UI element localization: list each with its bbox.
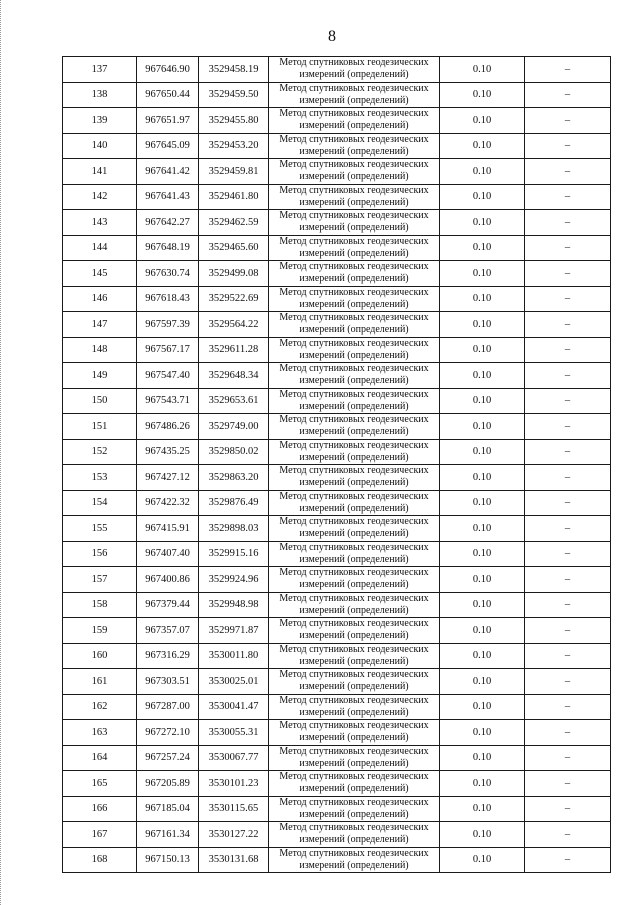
point-number-cell: 149	[63, 363, 137, 389]
x-coordinate-cell: 967547.40	[137, 363, 199, 389]
x-coordinate-cell: 967400.86	[137, 567, 199, 593]
method-cell: Метод спутниковых геодезических измерений (определений)	[269, 210, 440, 236]
accuracy-cell: 0.10	[440, 82, 525, 108]
point-number-cell: 140	[63, 133, 137, 159]
description-cell: –	[525, 541, 611, 567]
table-row	[63, 312, 611, 338]
description-cell: –	[525, 312, 611, 338]
table-row	[63, 720, 611, 746]
method-cell: Метод спутниковых геодезических измерений (определений)	[269, 490, 440, 516]
method-cell: Метод спутниковых геодезических измерений (определений)	[269, 133, 440, 159]
x-coordinate-cell: 967597.39	[137, 312, 199, 338]
description-cell: –	[525, 108, 611, 134]
table-row	[63, 388, 611, 414]
table-row	[63, 465, 611, 491]
table-row	[63, 184, 611, 210]
x-coordinate-cell: 967185.04	[137, 796, 199, 822]
point-number-cell: 146	[63, 286, 137, 312]
x-coordinate-cell: 967618.43	[137, 286, 199, 312]
x-coordinate-cell: 967357.07	[137, 618, 199, 644]
point-number-cell: 158	[63, 592, 137, 618]
y-coordinate-cell: 3529465.60	[199, 235, 269, 261]
accuracy-cell: 0.10	[440, 516, 525, 542]
accuracy-cell: 0.10	[440, 133, 525, 159]
point-number-cell: 138	[63, 82, 137, 108]
x-coordinate-cell: 967646.90	[137, 57, 199, 83]
description-cell: –	[525, 643, 611, 669]
y-coordinate-cell: 3530011.80	[199, 643, 269, 669]
accuracy-cell: 0.10	[440, 363, 525, 389]
y-coordinate-cell: 3529749.00	[199, 414, 269, 440]
method-cell: Метод спутниковых геодезических измерений (определений)	[269, 618, 440, 644]
y-coordinate-cell: 3529453.20	[199, 133, 269, 159]
method-cell: Метод спутниковых геодезических измерений (определений)	[269, 261, 440, 287]
description-cell: –	[525, 286, 611, 312]
description-cell: –	[525, 618, 611, 644]
point-number-cell: 168	[63, 847, 137, 873]
accuracy-cell: 0.10	[440, 490, 525, 516]
y-coordinate-cell: 3529948.98	[199, 592, 269, 618]
accuracy-cell: 0.10	[440, 439, 525, 465]
point-number-cell: 164	[63, 745, 137, 771]
method-cell: Метод спутниковых геодезических измерений (определений)	[269, 439, 440, 465]
table-row	[63, 618, 611, 644]
accuracy-cell: 0.10	[440, 210, 525, 236]
description-cell: –	[525, 822, 611, 848]
y-coordinate-cell: 3529455.80	[199, 108, 269, 134]
page-number: 8	[328, 28, 336, 45]
point-number-cell: 167	[63, 822, 137, 848]
description-cell: –	[525, 261, 611, 287]
y-coordinate-cell: 3529458.19	[199, 57, 269, 83]
description-cell: –	[525, 133, 611, 159]
point-number-cell: 166	[63, 796, 137, 822]
y-coordinate-cell: 3529915.16	[199, 541, 269, 567]
x-coordinate-cell: 967257.24	[137, 745, 199, 771]
point-number-cell: 141	[63, 159, 137, 185]
description-cell: –	[525, 720, 611, 746]
point-number-cell: 151	[63, 414, 137, 440]
accuracy-cell: 0.10	[440, 847, 525, 873]
x-coordinate-cell: 967651.97	[137, 108, 199, 134]
accuracy-cell: 0.10	[440, 235, 525, 261]
description-cell: –	[525, 592, 611, 618]
point-number-cell: 165	[63, 771, 137, 797]
method-cell: Метод спутниковых геодезических измерений (определений)	[269, 796, 440, 822]
y-coordinate-cell: 3529653.61	[199, 388, 269, 414]
method-cell: Метод спутниковых геодезических измерений (определений)	[269, 312, 440, 338]
y-coordinate-cell: 3530067.77	[199, 745, 269, 771]
y-coordinate-cell: 3530115.65	[199, 796, 269, 822]
description-cell: –	[525, 57, 611, 83]
point-number-cell: 145	[63, 261, 137, 287]
method-cell: Метод спутниковых геодезических измерений (определений)	[269, 388, 440, 414]
y-coordinate-cell: 3530041.47	[199, 694, 269, 720]
method-cell: Метод спутниковых геодезических измерений (определений)	[269, 592, 440, 618]
description-cell: –	[525, 669, 611, 695]
method-cell: Метод спутниковых геодезических измерений (определений)	[269, 541, 440, 567]
y-coordinate-cell: 3529611.28	[199, 337, 269, 363]
point-number-cell: 155	[63, 516, 137, 542]
description-cell: –	[525, 184, 611, 210]
x-coordinate-cell: 967645.09	[137, 133, 199, 159]
method-cell: Метод спутниковых геодезических измерений (определений)	[269, 363, 440, 389]
y-coordinate-cell: 3529564.22	[199, 312, 269, 338]
x-coordinate-cell: 967161.34	[137, 822, 199, 848]
accuracy-cell: 0.10	[440, 184, 525, 210]
description-cell: –	[525, 439, 611, 465]
method-cell: Метод спутниковых геодезических измерений (определений)	[269, 694, 440, 720]
table-row	[63, 57, 611, 83]
point-number-cell: 142	[63, 184, 137, 210]
x-coordinate-cell: 967630.74	[137, 261, 199, 287]
table-row	[63, 643, 611, 669]
table-row	[63, 159, 611, 185]
y-coordinate-cell: 3529462.59	[199, 210, 269, 236]
table-row	[63, 235, 611, 261]
x-coordinate-cell: 967303.51	[137, 669, 199, 695]
table-row	[63, 337, 611, 363]
point-number-cell: 157	[63, 567, 137, 593]
description-cell: –	[525, 465, 611, 491]
description-cell: –	[525, 771, 611, 797]
accuracy-cell: 0.10	[440, 592, 525, 618]
table-row	[63, 771, 611, 797]
y-coordinate-cell: 3529461.80	[199, 184, 269, 210]
accuracy-cell: 0.10	[440, 694, 525, 720]
point-number-cell: 162	[63, 694, 137, 720]
table-row	[63, 592, 611, 618]
table-row	[63, 82, 611, 108]
x-coordinate-cell: 967543.71	[137, 388, 199, 414]
point-number-cell: 161	[63, 669, 137, 695]
page-left-edge	[0, 0, 4, 905]
y-coordinate-cell: 3530131.68	[199, 847, 269, 873]
point-number-cell: 137	[63, 57, 137, 83]
table-row	[63, 745, 611, 771]
accuracy-cell: 0.10	[440, 669, 525, 695]
accuracy-cell: 0.10	[440, 567, 525, 593]
method-cell: Метод спутниковых геодезических измерений (определений)	[269, 822, 440, 848]
y-coordinate-cell: 3529459.81	[199, 159, 269, 185]
x-coordinate-cell: 967641.43	[137, 184, 199, 210]
point-number-cell: 148	[63, 337, 137, 363]
y-coordinate-cell: 3530025.01	[199, 669, 269, 695]
description-cell: –	[525, 694, 611, 720]
x-coordinate-cell: 967650.44	[137, 82, 199, 108]
y-coordinate-cell: 3529863.20	[199, 465, 269, 491]
method-cell: Метод спутниковых геодезических измерений (определений)	[269, 669, 440, 695]
point-number-cell: 139	[63, 108, 137, 134]
method-cell: Метод спутниковых геодезических измерений (определений)	[269, 286, 440, 312]
description-cell: –	[525, 490, 611, 516]
x-coordinate-cell: 967287.00	[137, 694, 199, 720]
table-row	[63, 567, 611, 593]
x-coordinate-cell: 967379.44	[137, 592, 199, 618]
coordinates-table-body	[63, 57, 611, 873]
description-cell: –	[525, 388, 611, 414]
method-cell: Метод спутниковых геодезических измерений (определений)	[269, 235, 440, 261]
accuracy-cell: 0.10	[440, 57, 525, 83]
accuracy-cell: 0.10	[440, 286, 525, 312]
method-cell: Метод спутниковых геодезических измерений (определений)	[269, 771, 440, 797]
table-row	[63, 694, 611, 720]
coordinates-table	[62, 56, 611, 873]
x-coordinate-cell: 967272.10	[137, 720, 199, 746]
point-number-cell: 159	[63, 618, 137, 644]
x-coordinate-cell: 967567.17	[137, 337, 199, 363]
method-cell: Метод спутниковых геодезических измерений (определений)	[269, 720, 440, 746]
table-row	[63, 669, 611, 695]
table-row	[63, 490, 611, 516]
table-row	[63, 822, 611, 848]
table-row	[63, 516, 611, 542]
y-coordinate-cell: 3529459.50	[199, 82, 269, 108]
accuracy-cell: 0.10	[440, 108, 525, 134]
accuracy-cell: 0.10	[440, 414, 525, 440]
description-cell: –	[525, 796, 611, 822]
y-coordinate-cell: 3530127.22	[199, 822, 269, 848]
accuracy-cell: 0.10	[440, 337, 525, 363]
accuracy-cell: 0.10	[440, 771, 525, 797]
description-cell: –	[525, 567, 611, 593]
x-coordinate-cell: 967422.32	[137, 490, 199, 516]
table-row	[63, 286, 611, 312]
accuracy-cell: 0.10	[440, 465, 525, 491]
x-coordinate-cell: 967316.29	[137, 643, 199, 669]
description-cell: –	[525, 847, 611, 873]
x-coordinate-cell: 967486.26	[137, 414, 199, 440]
method-cell: Метод спутниковых геодезических измерений (определений)	[269, 414, 440, 440]
method-cell: Метод спутниковых геодезических измерений (определений)	[269, 159, 440, 185]
description-cell: –	[525, 210, 611, 236]
method-cell: Метод спутниковых геодезических измерений (определений)	[269, 108, 440, 134]
point-number-cell: 156	[63, 541, 137, 567]
method-cell: Метод спутниковых геодезических измерений (определений)	[269, 184, 440, 210]
point-number-cell: 154	[63, 490, 137, 516]
accuracy-cell: 0.10	[440, 159, 525, 185]
x-coordinate-cell: 967415.91	[137, 516, 199, 542]
accuracy-cell: 0.10	[440, 822, 525, 848]
accuracy-cell: 0.10	[440, 720, 525, 746]
table-row	[63, 847, 611, 873]
accuracy-cell: 0.10	[440, 745, 525, 771]
method-cell: Метод спутниковых геодезических измерений (определений)	[269, 465, 440, 491]
method-cell: Метод спутниковых геодезических измерений (определений)	[269, 337, 440, 363]
point-number-cell: 160	[63, 643, 137, 669]
method-cell: Метод спутниковых геодезических измерений (определений)	[269, 57, 440, 83]
x-coordinate-cell: 967641.42	[137, 159, 199, 185]
accuracy-cell: 0.10	[440, 796, 525, 822]
description-cell: –	[525, 337, 611, 363]
description-cell: –	[525, 516, 611, 542]
x-coordinate-cell: 967407.40	[137, 541, 199, 567]
table-row	[63, 541, 611, 567]
description-cell: –	[525, 363, 611, 389]
point-number-cell: 147	[63, 312, 137, 338]
method-cell: Метод спутниковых геодезических измерений (определений)	[269, 567, 440, 593]
method-cell: Метод спутниковых геодезических измерений (определений)	[269, 847, 440, 873]
x-coordinate-cell: 967435.25	[137, 439, 199, 465]
y-coordinate-cell: 3529876.49	[199, 490, 269, 516]
point-number-cell: 144	[63, 235, 137, 261]
table-row	[63, 210, 611, 236]
table-row	[63, 796, 611, 822]
y-coordinate-cell: 3529522.69	[199, 286, 269, 312]
accuracy-cell: 0.10	[440, 541, 525, 567]
point-number-cell: 163	[63, 720, 137, 746]
x-coordinate-cell: 967205.89	[137, 771, 199, 797]
y-coordinate-cell: 3529898.03	[199, 516, 269, 542]
y-coordinate-cell: 3529850.02	[199, 439, 269, 465]
accuracy-cell: 0.10	[440, 643, 525, 669]
x-coordinate-cell: 967642.27	[137, 210, 199, 236]
description-cell: –	[525, 414, 611, 440]
y-coordinate-cell: 3530101.23	[199, 771, 269, 797]
method-cell: Метод спутниковых геодезических измерений (определений)	[269, 643, 440, 669]
x-coordinate-cell: 967150.13	[137, 847, 199, 873]
table-row	[63, 261, 611, 287]
accuracy-cell: 0.10	[440, 618, 525, 644]
y-coordinate-cell: 3530055.31	[199, 720, 269, 746]
point-number-cell: 152	[63, 439, 137, 465]
description-cell: –	[525, 159, 611, 185]
table-row	[63, 439, 611, 465]
point-number-cell: 153	[63, 465, 137, 491]
method-cell: Метод спутниковых геодезических измерений (определений)	[269, 82, 440, 108]
accuracy-cell: 0.10	[440, 312, 525, 338]
y-coordinate-cell: 3529648.34	[199, 363, 269, 389]
description-cell: –	[525, 235, 611, 261]
x-coordinate-cell: 967427.12	[137, 465, 199, 491]
method-cell: Метод спутниковых геодезических измерений (определений)	[269, 745, 440, 771]
table-row	[63, 414, 611, 440]
y-coordinate-cell: 3529924.96	[199, 567, 269, 593]
table-row	[63, 133, 611, 159]
description-cell: –	[525, 82, 611, 108]
y-coordinate-cell: 3529499.08	[199, 261, 269, 287]
y-coordinate-cell: 3529971.87	[199, 618, 269, 644]
x-coordinate-cell: 967648.19	[137, 235, 199, 261]
table-row	[63, 108, 611, 134]
accuracy-cell: 0.10	[440, 261, 525, 287]
method-cell: Метод спутниковых геодезических измерений (определений)	[269, 516, 440, 542]
point-number-cell: 143	[63, 210, 137, 236]
table-row	[63, 363, 611, 389]
accuracy-cell: 0.10	[440, 388, 525, 414]
point-number-cell: 150	[63, 388, 137, 414]
description-cell: –	[525, 745, 611, 771]
